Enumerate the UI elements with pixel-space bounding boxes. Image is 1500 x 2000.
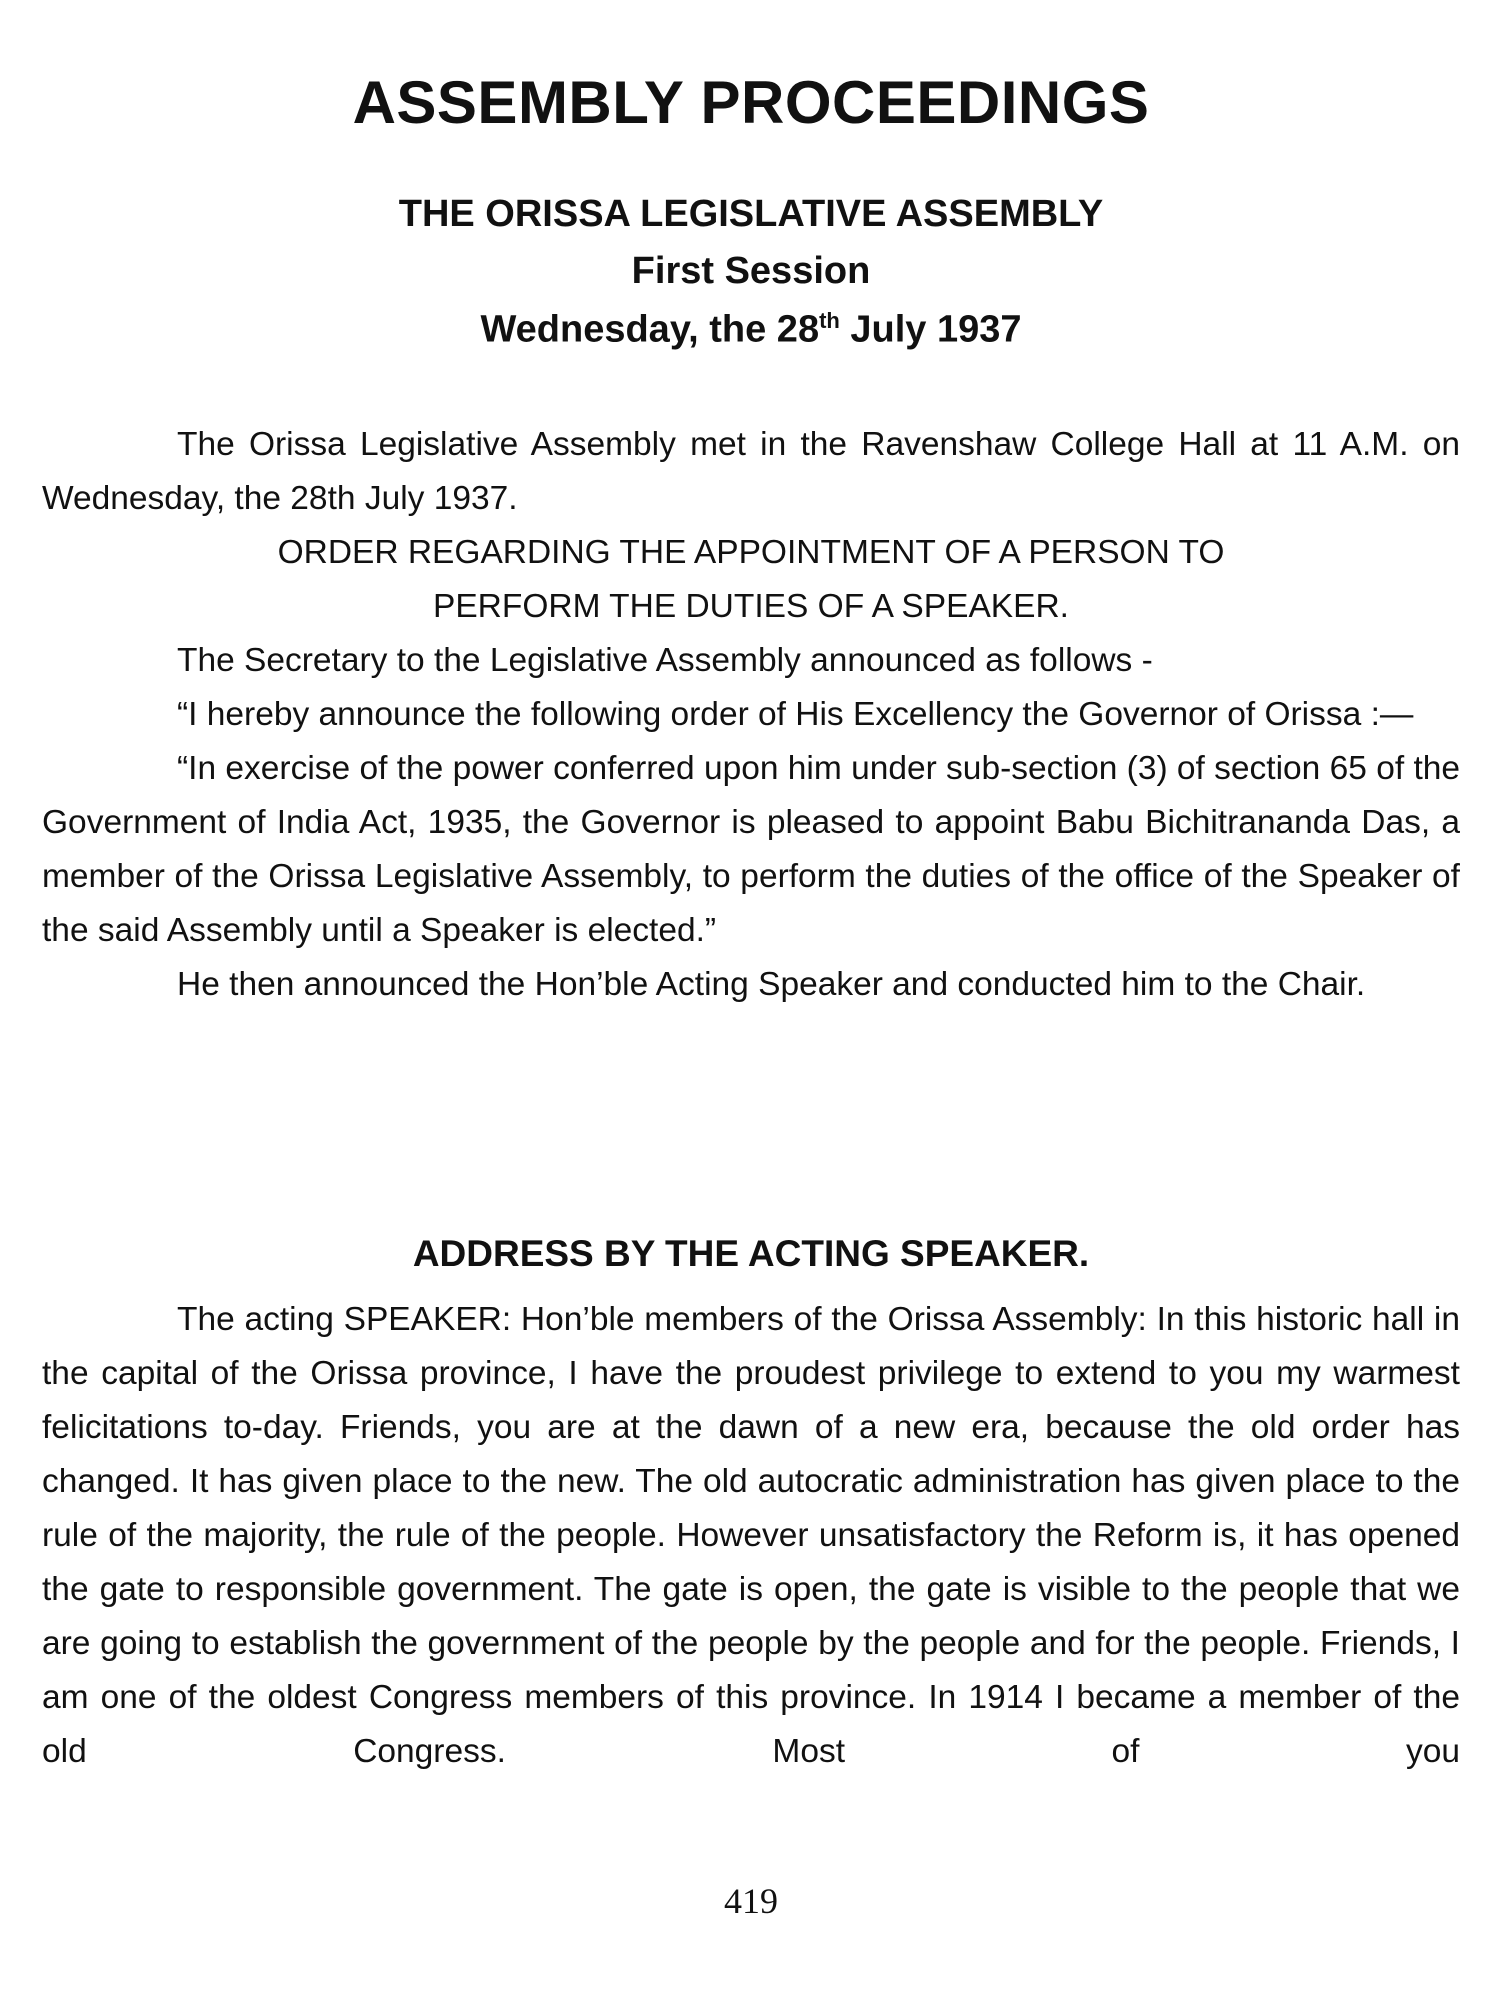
proceedings-body <box>42 418 1460 1012</box>
order-heading-line1: ORDER REGARDING THE APPOINTMENT OF A PERSON TO <box>277 534 1225 571</box>
paragraph-meeting: The Orissa Legislative Assembly met in the Ravenshaw College Hall at 11 A.M. on Wednesday, the 28th July 1937. <box>42 426 1460 517</box>
date-superscript: th <box>819 308 840 333</box>
paragraph-secretary: The Secretary to the Legislative Assembly announced as follows - <box>177 642 1153 679</box>
session-date <box>42 308 1460 352</box>
session-label: First Session <box>631 250 871 292</box>
date-prefix: Wednesday, the 28 <box>480 308 820 351</box>
date-suffix: July 1937 <box>839 308 1022 351</box>
order-heading-line2: PERFORM THE DUTIES OF A SPEAKER. <box>432 588 1069 625</box>
page-number: 419 <box>724 1881 778 1921</box>
address-body <box>42 1293 1460 1779</box>
paragraph-address: The acting SPEAKER: Hon’ble members of the Orissa Assembly: In this historic hall in the capital of the Orissa province, I have the proudest privilege to extend to you my warmest felicitations to-day. Friends, you are at the dawn of a new era, because the old order has changed. It has given place to the new. The old autocratic administration has given place to the rule of the majority, the rule of the people. However unsatisfactory the Reform is, it has opened the gate to responsible government. The gate is open, the gate is visible to the people that we are going to establish the government of the people by the people and for the people. Friends, I am one of the oldest Congress members of this province. In 1914 I became a member of the old Congress. Most of you <box>42 1301 1460 1770</box>
paragraph-chair: He then announced the Hon’ble Acting Speaker and conducted him to the Chair. <box>177 966 1366 1003</box>
paragraph-order-text: “In exercise of the power conferred upon him under sub-section (3) of section 65 of the Government of India Act, 1935, the Governor is pleased to appoint Babu Bichitrananda Das, a member of the Orissa Legislative Assembly, to perform the duties of the office of the Speaker of the said Assembly until a Speaker is elected.” <box>42 750 1461 949</box>
paragraph-announcement: “I hereby announce the following order of His Excellency the Governor of Orissa :— <box>177 696 1414 733</box>
page-title: ASSEMBLY PROCEEDINGS <box>352 69 1150 136</box>
address-heading: ADDRESS BY THE ACTING SPEAKER. <box>412 1233 1090 1274</box>
document-page <box>42 0 1460 2000</box>
assembly-name: THE ORISSA LEGISLATIVE ASSEMBLY <box>398 193 1104 235</box>
